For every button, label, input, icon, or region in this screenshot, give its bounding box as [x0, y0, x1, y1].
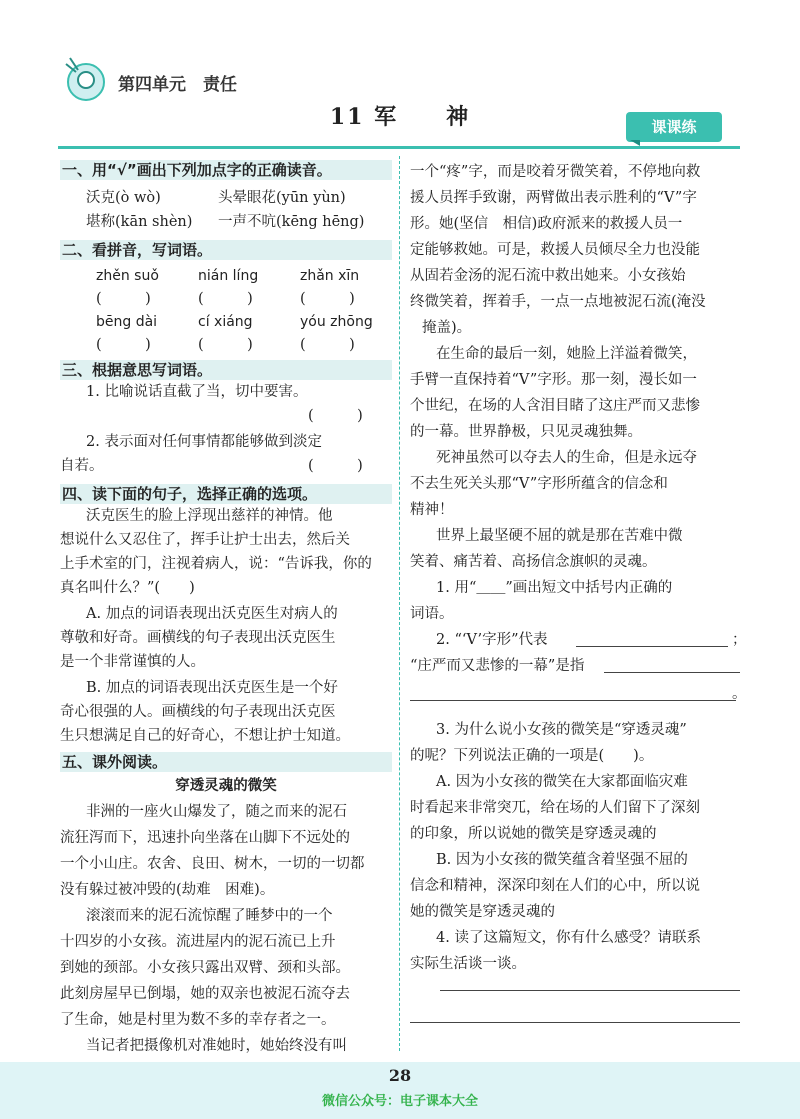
- article-line: 此刻房屋早已倒塌，她的双亲也被泥石流夺去: [60, 986, 350, 1002]
- s5-option-a: 的印象，所以说她的微笑是穿透灵魂的: [410, 826, 657, 842]
- pinyin-3: zhǎn xīn: [300, 268, 360, 284]
- article-line: 非洲的一座火山爆发了，随之而来的泥石: [86, 804, 347, 820]
- s4-option-a: A. 加点的词语表现出沃克医生对病人的: [86, 606, 338, 622]
- answer-blank-1[interactable]: ( ): [96, 291, 151, 307]
- s1-item-4: 一声不吭(kēng hēng): [218, 214, 365, 230]
- answer-line[interactable]: [410, 1022, 740, 1023]
- article-line: 死神虽然可以夺去人的生命，但是永远夺: [436, 450, 697, 466]
- s4-option-a: 尊敬和好奇。画横线的句子表现出沃克医生: [60, 630, 336, 646]
- s3-question-2a: 2. 表示面对任何事情都能够做到淡定: [86, 434, 322, 450]
- s4-passage-line: 上手术室的门，注视着病人，说：“告诉我，你的: [60, 556, 372, 572]
- article-line: 世界上最坚硬不屈的就是那在苦难中微: [436, 528, 683, 544]
- article-line: 形。她(坚信 相信)政府派来的救援人员一: [410, 216, 683, 232]
- s4-option-b: 生只想满足自己的好奇心，不想让护士知道。: [60, 728, 350, 744]
- unit-title: 第四单元 责任: [118, 75, 237, 95]
- s5-question-1b: 词语。: [410, 606, 454, 622]
- article-line: 终微笑着，挥着手，一点一点地被泥石流(淹没: [410, 294, 706, 310]
- s1-item-1: 沃克(ò wò): [86, 190, 161, 206]
- top-divider: [58, 146, 740, 149]
- article-line: 手臂一直保持着“V”字形。那一刻，漫长如一: [410, 372, 697, 388]
- pinyin-1: zhěn suǒ: [96, 268, 159, 284]
- answer-line[interactable]: [410, 700, 736, 701]
- article-line: 一个“疼”字，而是咬着牙微笑着，不停地向救: [410, 164, 701, 180]
- article-line: 到她的颈部。小女孩只露出双臂、颈和头部。: [60, 960, 350, 976]
- s4-option-a: 是一个非常谨慎的人。: [60, 654, 205, 670]
- s3-question-2b: 自若。: [60, 458, 104, 474]
- article-line: 没有躲过被冲毁的(劫难 困难)。: [60, 882, 275, 898]
- s5-question-4b: 实际生活谈一谈。: [410, 956, 526, 972]
- answer-blank-2[interactable]: ( ): [198, 291, 253, 307]
- article-line: 不去生死关头那“V”字形所蕴含的信念和: [410, 476, 668, 492]
- article-line: 十四岁的小女孩。流进屋内的泥石流已上升: [60, 934, 336, 950]
- s5-option-a: 时看起来非常突兀，给在场的人们留下了深刻: [410, 800, 700, 816]
- s4-option-b: B. 加点的词语表现出沃克医生是一个好: [86, 680, 338, 696]
- page-number: 28: [388, 1066, 412, 1085]
- s5-question-4: 4. 读了这篇短文，你有什么感受？请联系: [436, 930, 701, 946]
- pinyin-4: bēng dài: [96, 314, 158, 330]
- article-line: 掩盖)。: [422, 320, 472, 336]
- s3-question-1: 1. 比喻说话直截了当，切中要害。: [86, 384, 308, 400]
- practice-ribbon: 课课练: [626, 112, 722, 142]
- pinyin-2: nián líng: [198, 268, 259, 284]
- answer-blank-5[interactable]: ( ): [198, 337, 253, 353]
- article-line: 笑着、痛苦着、高扬信念旗帜的灵魂。: [410, 554, 657, 570]
- lesson-title: 11 军 神: [329, 104, 471, 130]
- article-line: 定能够救她。可是，救援人员倾尽全力也没能: [410, 242, 700, 258]
- answer-line[interactable]: [604, 672, 740, 673]
- semicolon: ；: [732, 632, 747, 648]
- section-5-heading: 五、课外阅读。: [60, 752, 392, 772]
- column-divider: [399, 156, 400, 1051]
- s1-item-2: 头晕眼花(yūn yùn): [218, 190, 346, 206]
- answer-blank-6[interactable]: ( ): [300, 337, 355, 353]
- s5-option-b: 信念和精神，深深印刻在人们的心中，所以说: [410, 878, 700, 894]
- unit-logo-icon: [60, 52, 108, 104]
- article-line: 援人员挥手致谢，两臂做出表示胜利的“V”字: [410, 190, 697, 206]
- pinyin-6: yóu zhōng: [300, 314, 373, 330]
- s3-answer-2[interactable]: ( ): [308, 458, 363, 474]
- article-line: 流狂泻而下，迅速扑向坐落在山脚下不远处的: [60, 830, 350, 846]
- s5-option-b: B. 因为小女孩的微笑蕴含着坚强不屈的: [436, 852, 688, 868]
- article-line: 的一幕。世界静极，只见灵魂独舞。: [410, 424, 642, 440]
- section-4-heading: 四、读下面的句子，选择正确的选项。: [60, 484, 392, 504]
- article-line: 当记者把摄像机对准她时，她始终没有叫: [86, 1038, 347, 1054]
- s5-question-2b: “庄严而又悲惨的一幕”是指: [410, 658, 585, 674]
- period: 。: [732, 686, 747, 702]
- answer-blank-4[interactable]: ( ): [96, 337, 151, 353]
- article-line: 从固若金汤的泥石流中救出她来。小女孩始: [410, 268, 686, 284]
- s5-option-a: A. 因为小女孩的微笑在大家都面临灾难: [436, 774, 688, 790]
- article-title: 穿透灵魂的微笑: [175, 777, 277, 794]
- s4-passage-line: 想说什么又忍住了，挥手让护士出去，然后关: [60, 532, 350, 548]
- wechat-footer: 微信公众号：电子课本大全: [321, 1094, 478, 1109]
- s1-item-3: 堪称(kān shèn): [86, 214, 193, 230]
- s4-passage-line: 真名叫什么？”( ): [60, 580, 195, 596]
- s5-question-2: 2. “‘V’字形”代表: [436, 632, 548, 648]
- section-1-heading: 一、用“√”画出下列加点字的正确读音。: [60, 160, 392, 180]
- s5-question-1: 1. 用“＿＿”画出短文中括号内正确的: [436, 580, 673, 596]
- article-line: 了生命，她是村里为数不多的幸存者之一。: [60, 1012, 336, 1028]
- answer-blank-3[interactable]: ( ): [300, 291, 355, 307]
- s5-option-b: 她的微笑是穿透灵魂的: [410, 904, 555, 920]
- section-3-heading: 三、根据意思写词语。: [60, 360, 392, 380]
- s4-option-b: 奇心很强的人。画横线的句子表现出沃克医: [60, 704, 336, 720]
- article-line: 个世纪，在场的人含泪目睹了这庄严而又悲惨: [410, 398, 700, 414]
- s5-question-3: 3. 为什么说小女孩的微笑是“穿透灵魂”: [436, 722, 687, 738]
- s5-question-3b: 的呢？下列说法正确的一项是( )。: [410, 748, 654, 764]
- answer-line[interactable]: [576, 646, 728, 647]
- article-line: 在生命的最后一刻，她脸上洋溢着微笑，: [436, 346, 697, 362]
- article-line: 滚滚而来的泥石流惊醒了睡梦中的一个: [86, 908, 333, 924]
- pinyin-5: cí xiáng: [198, 314, 253, 330]
- article-line: 一个小山庄。农舍、良田、树木，一切的一切都: [60, 856, 365, 872]
- article-line: 精神！: [410, 502, 454, 518]
- section-2-heading: 二、看拼音，写词语。: [60, 240, 392, 260]
- s4-passage-line: 沃克医生的脸上浮现出慈祥的神情。他: [86, 508, 333, 524]
- s3-answer-1[interactable]: ( ): [308, 408, 363, 424]
- answer-line[interactable]: [440, 990, 740, 991]
